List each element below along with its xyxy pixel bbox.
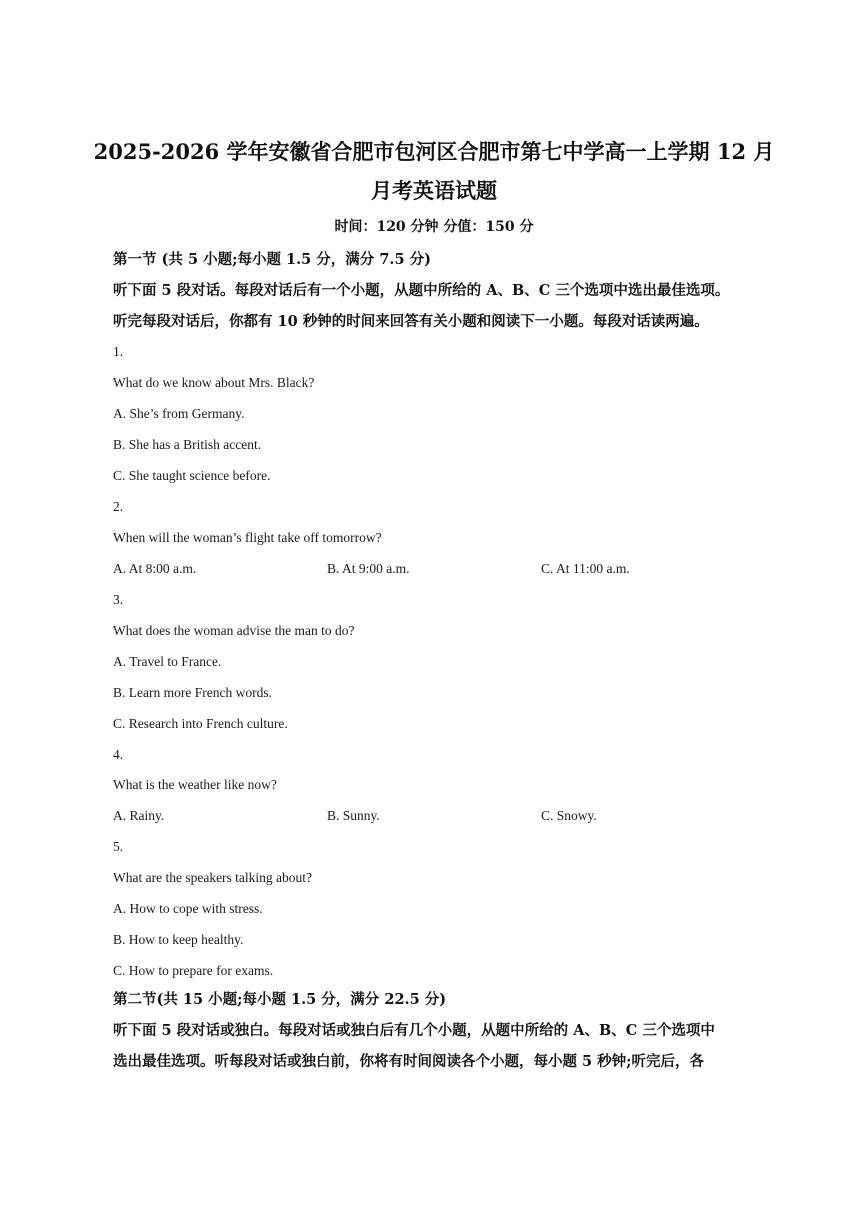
question-number: 3. xyxy=(113,592,124,607)
exam-title-line2: 月考英语试题 xyxy=(371,178,497,203)
question-number: 2. xyxy=(113,499,124,514)
option-a: A. Rainy. xyxy=(113,808,165,823)
question-stem: What are the speakers talking about? xyxy=(113,870,313,885)
question-number: 5. xyxy=(113,839,124,854)
question-number: 1. xyxy=(113,344,124,359)
option-c: C. At 11:00 a.m. xyxy=(541,561,630,576)
option-c: C. Research into French culture. xyxy=(113,716,288,731)
option-b: B. At 9:00 a.m. xyxy=(327,561,410,576)
option-c: C. She taught science before. xyxy=(113,468,271,483)
section1-heading: 第一节 (共 5 小题;每小题 1.5 分，满分 7.5 分) xyxy=(113,251,431,268)
option-b: B. She has a British accent. xyxy=(113,437,262,452)
option-b: B. Learn more French words. xyxy=(113,685,272,700)
option-a: A. How to cope with stress. xyxy=(113,901,263,916)
option-a: A. Travel to France. xyxy=(113,654,222,669)
section2-instruction-line1: 听下面 5 段对话或独白。每段对话或独白后有几个小题，从题中所给的 A、B、C 三个选项中 xyxy=(113,1022,715,1039)
section1-instruction-line2: 听完每段对话后，你都有 10 秒钟的时间来回答有关小题和阅读下一小题。每段对话读两遍。 xyxy=(113,313,709,330)
question-stem: When will the woman’s flight take off tomorrow? xyxy=(113,530,382,545)
option-c: C. How to prepare for exams. xyxy=(113,963,274,978)
option-a: A. At 8:00 a.m. xyxy=(113,561,197,576)
question-stem: What does the woman advise the man to do? xyxy=(113,623,355,638)
question-stem: What is the weather like now? xyxy=(113,777,277,792)
exam-title-line1: 2025-2026 学年安徽省合肥市包河区合肥市第七中学高一上学期 12 月 xyxy=(93,139,775,164)
section1-instruction-line1: 听下面 5 段对话。每段对话后有一个小题，从题中所给的 A、B、C 三个选项中选出最佳选项。 xyxy=(113,282,730,299)
question-stem: What do we know about Mrs. Black? xyxy=(113,375,315,390)
exam-meta: 时间：120 分钟 分值：150 分 xyxy=(334,219,534,235)
option-c: C. Snowy. xyxy=(541,808,597,823)
option-a: A. She’s from Germany. xyxy=(113,406,245,421)
option-b: B. Sunny. xyxy=(327,808,380,823)
option-b: B. How to keep healthy. xyxy=(113,932,244,947)
section2-heading: 第二节(共 15 小题;每小题 1.5 分，满分 22.5 分) xyxy=(113,991,447,1008)
question-number: 4. xyxy=(113,747,124,762)
section2-instruction-line2: 选出最佳选项。听每段对话或独白前，你将有时间阅读各个小题，每小题 5 秒钟;听完后，各 xyxy=(113,1053,705,1070)
